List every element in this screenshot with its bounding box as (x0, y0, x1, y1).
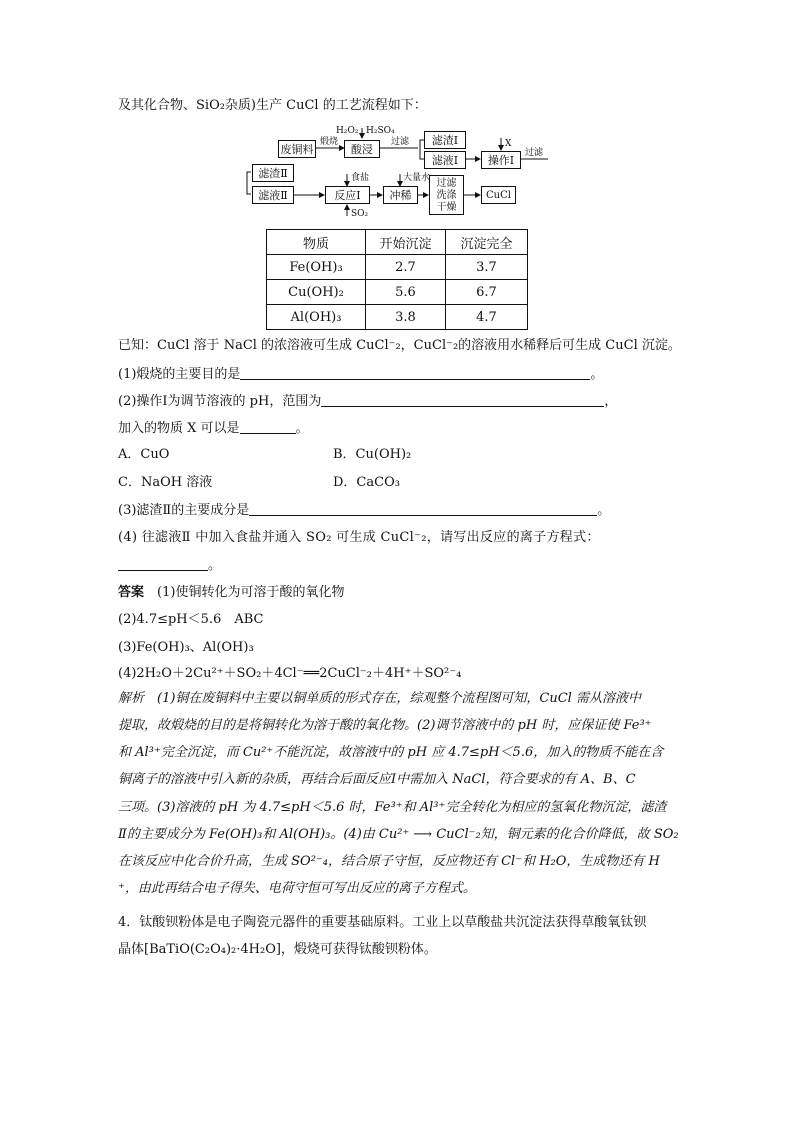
table-cell: Cu(OH)₂ (267, 280, 366, 305)
answer-blank-2 (321, 392, 604, 407)
flow-label-filter-1: 过滤 (391, 137, 410, 147)
table-cell: 3.7 (446, 255, 528, 280)
question-3-end: 。 (597, 503, 611, 518)
next-question-line-2: 晶体[BaTiO(C₂O₄)₂·4H₂O]，煅烧可获得钛酸钡粉体。 (118, 942, 437, 957)
table-row (267, 280, 528, 305)
analysis-line: 解析 (1)铜在废铜料中主要以铜单质的形式存在，综观整个流程图可知，CuCl 需从溶液中 (118, 691, 641, 706)
flow-box-residue-2: 滤渣Ⅱ (252, 164, 294, 182)
answer-line-1 (118, 584, 344, 602)
question-2b-text: 加入的物质 X 可以是 (118, 421, 240, 436)
table-header-cell: 物质 (267, 230, 366, 255)
question-4: (4) 往滤液Ⅱ 中加入食盐并通入 SO₂ 可生成 CuCl⁻₂，请写出反应的离子方程式： (118, 530, 600, 545)
analysis-line: 铜离子的溶液中引入新的杂质，再结合后面反应Ⅰ中需加入 NaCl，符合要求的有 A、B、C (118, 772, 636, 787)
option-c: C．NaOH 溶液 (118, 475, 213, 490)
flow-label-calcine: 煅烧 (320, 137, 339, 147)
option-d: D．CaCO₃ (333, 475, 400, 490)
table-cell: 6.7 (446, 280, 528, 305)
table-cell: 3.8 (366, 305, 446, 330)
intro-text: 及其化合物、SiO₂杂质)生产 CuCl 的工艺流程如下： (118, 98, 427, 113)
question-2b (118, 419, 309, 438)
analysis-line: 在该反应中化合价升高，生成 SO²⁻₄，结合原子守恒，反应物还有 Cl⁻和 H₂O，生成物还有 H (118, 854, 660, 869)
table-cell: 5.6 (366, 280, 446, 305)
table-cell: Fe(OH)₃ (267, 255, 366, 280)
answer-blank-3 (249, 501, 597, 516)
answer-1: (1)使铜转化为可溶于酸的氧化物 (157, 585, 345, 600)
flow-label-x: X (505, 139, 512, 149)
flow-box-filtrate-1: 滤液Ⅰ (424, 151, 466, 169)
answer-blank-1 (240, 365, 590, 380)
question-2 (118, 392, 617, 411)
flow-label-salt: 食盐 (351, 173, 370, 183)
flow-box-cucl: CuCl (481, 186, 516, 204)
analysis-line: ⁺，由此再结合电子得失、电荷守恒可写出反应的离子方程式。 (118, 881, 476, 896)
flow-box-reaction-1: 反应Ⅰ (325, 186, 370, 204)
precipitation-table (266, 229, 528, 330)
answer-label: 答案 (118, 585, 145, 600)
answer-4: (4)2H₂O＋2Cu²⁺＋SO₂＋4Cl⁻══2CuCl⁻₂＋4H⁺＋SO²⁻₄ (118, 666, 462, 681)
flow-box-filter-wash-dry: 过滤洗涤干燥 (429, 175, 464, 215)
table-header-row (267, 230, 528, 255)
flow-label-so2: SO₂ (351, 209, 369, 219)
question-2-text: (2)操作Ⅰ为调节溶液的 pH，范围为 (118, 394, 322, 409)
table-row (267, 255, 528, 280)
question-2-end: ， (604, 394, 618, 409)
question-1 (118, 365, 603, 384)
table-cell: 4.7 (446, 305, 528, 330)
analysis-line: 三项。(3)溶液的 pH 为 4.7≤pH＜5.6 时，Fe³⁺和 Al³⁺完全转化为相应的氢氧化物沉淀，滤渣 (118, 800, 667, 815)
answer-blank-4 (118, 556, 208, 571)
question-1-end: 。 (590, 367, 604, 382)
flow-box-operation-1: 操作Ⅰ (481, 151, 521, 169)
known-info: 已知：CuCl 溶于 NaCl 的浓溶液可生成 CuCl⁻₂，CuCl⁻₂的溶液用水稀释后可生成 CuCl 沉淀。 (118, 338, 681, 353)
option-a: A．CuO (118, 447, 170, 462)
flow-box-dilute: 冲稀 (383, 186, 418, 204)
analysis-line: Ⅱ的主要成分为 Fe(OH)₃和 Al(OH)₃。(4)由 Cu²⁺ ⟶ CuCl⁻₂知，铜元素的化合价降低，故 SO₂ (118, 827, 679, 842)
question-3 (118, 501, 610, 520)
flow-box-residue-1: 滤渣Ⅰ (424, 131, 466, 149)
question-3-text: (3)滤渣Ⅱ的主要成分是 (118, 503, 250, 518)
flow-label-filter-2: 过滤 (525, 148, 544, 158)
answer-2: (2)4.7≤pH＜5.6 ABC (118, 612, 264, 627)
flow-box-acid-leach: 酸浸 (344, 140, 380, 158)
question-2b-end: 。 (295, 421, 309, 436)
flow-box-scrap: 废铜料 (278, 140, 316, 158)
option-b: B．Cu(OH)₂ (333, 447, 412, 462)
question-4-answer-line (118, 556, 221, 575)
table-cell: 2.7 (366, 255, 446, 280)
flow-label-h2so4: H₂SO₄ (366, 126, 395, 136)
table-row (267, 305, 528, 330)
table-header-cell: 沉淀完全 (446, 230, 528, 255)
flow-box-filtrate-2: 滤液Ⅱ (252, 186, 294, 204)
answer-blank-2b (240, 419, 296, 434)
flow-label-water: 大量水 (403, 173, 431, 183)
flow-label-h2o2: H₂O₂ (336, 126, 359, 136)
next-question-line-1: 4．钛酸钡粉体是电子陶瓷元器件的重要基础原料。工业上以草酸盐共沉淀法获得草酸氧钛钡 (118, 915, 647, 930)
question-4-end: 。 (208, 558, 222, 573)
table-header-cell: 开始沉淀 (366, 230, 446, 255)
analysis-line: 和 Al³⁺完全沉淀，而 Cu²⁺不能沉淀，故溶液中的 pH 应 4.7≤pH＜5.6，加入的物质不能在含 (118, 745, 664, 760)
answer-3: (3)Fe(OH)₃、Al(OH)₃ (118, 640, 254, 655)
question-1-text: (1)煅烧的主要目的是 (118, 367, 241, 382)
table-cell: Al(OH)₃ (267, 305, 366, 330)
analysis-line: 提取，故煅烧的目的是将铜转化为溶于酸的氧化物。(2)调节溶液中的 pH 时，应保证使 Fe³⁺ (118, 718, 652, 733)
